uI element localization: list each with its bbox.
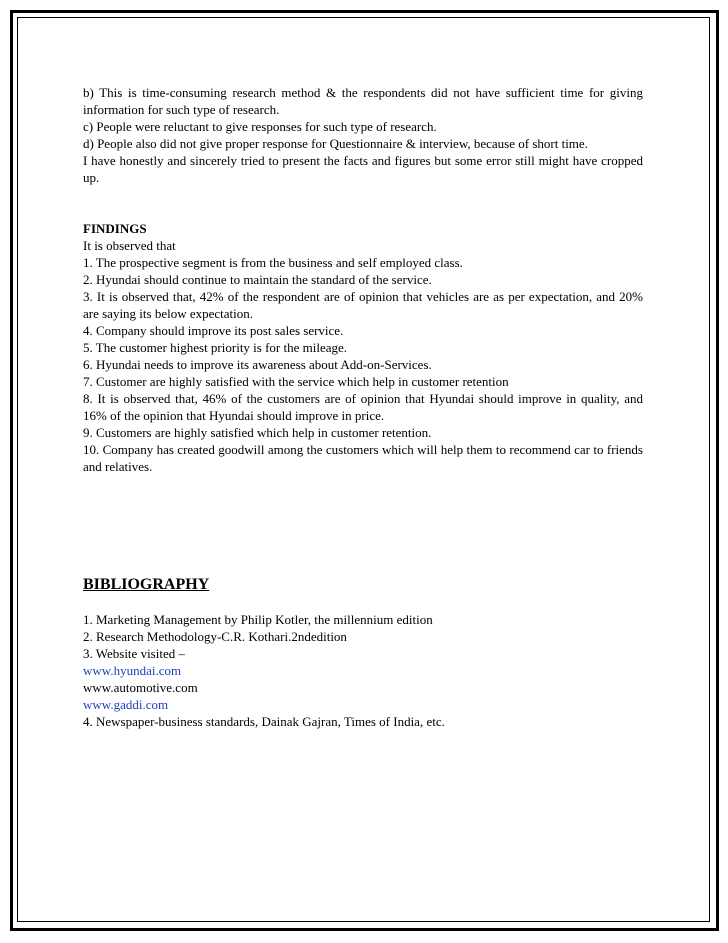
limitation-c: c) People were reluctant to give responses for such type of research. — [83, 119, 437, 134]
finding-item: 4. Company should improve its post sales service. — [83, 323, 344, 338]
finding-item: 6. Hyundai needs to improve its awareness about Add-on-Services. — [83, 357, 432, 372]
findings-section — [83, 220, 643, 475]
section-spacer — [83, 186, 643, 220]
findings-heading: FINDINGS — [83, 221, 147, 236]
limitation-disclaimer: I have honestly and sincerely tried to present the facts and figures but some error still might have cropped up. — [83, 153, 643, 185]
finding-item: 7. Customer are highly satisfied with the service which help in customer retention — [83, 374, 509, 389]
heading-spacer — [83, 594, 643, 611]
bibliography-item: 4. Newspaper-business standards, Dainak Gajran, Times of India, etc. — [83, 714, 445, 729]
finding-item: 2. Hyundai should continue to maintain the standard of the service. — [83, 272, 432, 287]
finding-item: 9. Customers are highly satisfied which help in customer retention. — [83, 425, 432, 440]
website-link-gaddi[interactable]: www.gaddi.com — [83, 697, 169, 712]
limitations-section — [83, 84, 643, 186]
document-body — [83, 84, 643, 730]
finding-item: 5. The customer highest priority is for the mileage. — [83, 340, 348, 355]
finding-item: 1. The prospective segment is from the business and self employed class. — [83, 255, 463, 270]
bibliography-section — [83, 576, 643, 730]
bibliography-item: 1. Marketing Management by Philip Kotler, the millennium edition — [83, 612, 433, 627]
website-link-hyundai[interactable]: www.hyundai.com — [83, 663, 182, 678]
section-spacer — [83, 475, 643, 576]
bibliography-item: 3. Website visited – — [83, 646, 185, 661]
website-automotive: www.automotive.com — [83, 680, 198, 695]
finding-item: 3. It is observed that, 42% of the respondent are of opinion that vehicles are as per expectation, and 20% are saying its below expectation. — [83, 289, 643, 321]
bibliography-heading: BIBLIOGRAPHY — [83, 576, 210, 593]
limitation-b: b) This is time-consuming research method & the respondents did not have sufficient time for giving information for such type of research. — [83, 85, 643, 117]
limitation-d: d) People also did not give proper response for Questionnaire & interview, because of short time. — [83, 136, 588, 151]
bibliography-item: 2. Research Methodology-C.R. Kothari.2ndedition — [83, 629, 347, 644]
finding-item: 8. It is observed that, 46% of the customers are of opinion that Hyundai should improve in quality, and 16% of the opinion that Hyundai should improve in price. — [83, 391, 643, 423]
finding-item: 10. Company has created goodwill among the customers which will help them to recommend car to friends and relatives. — [83, 442, 643, 474]
findings-intro: It is observed that — [83, 238, 176, 253]
